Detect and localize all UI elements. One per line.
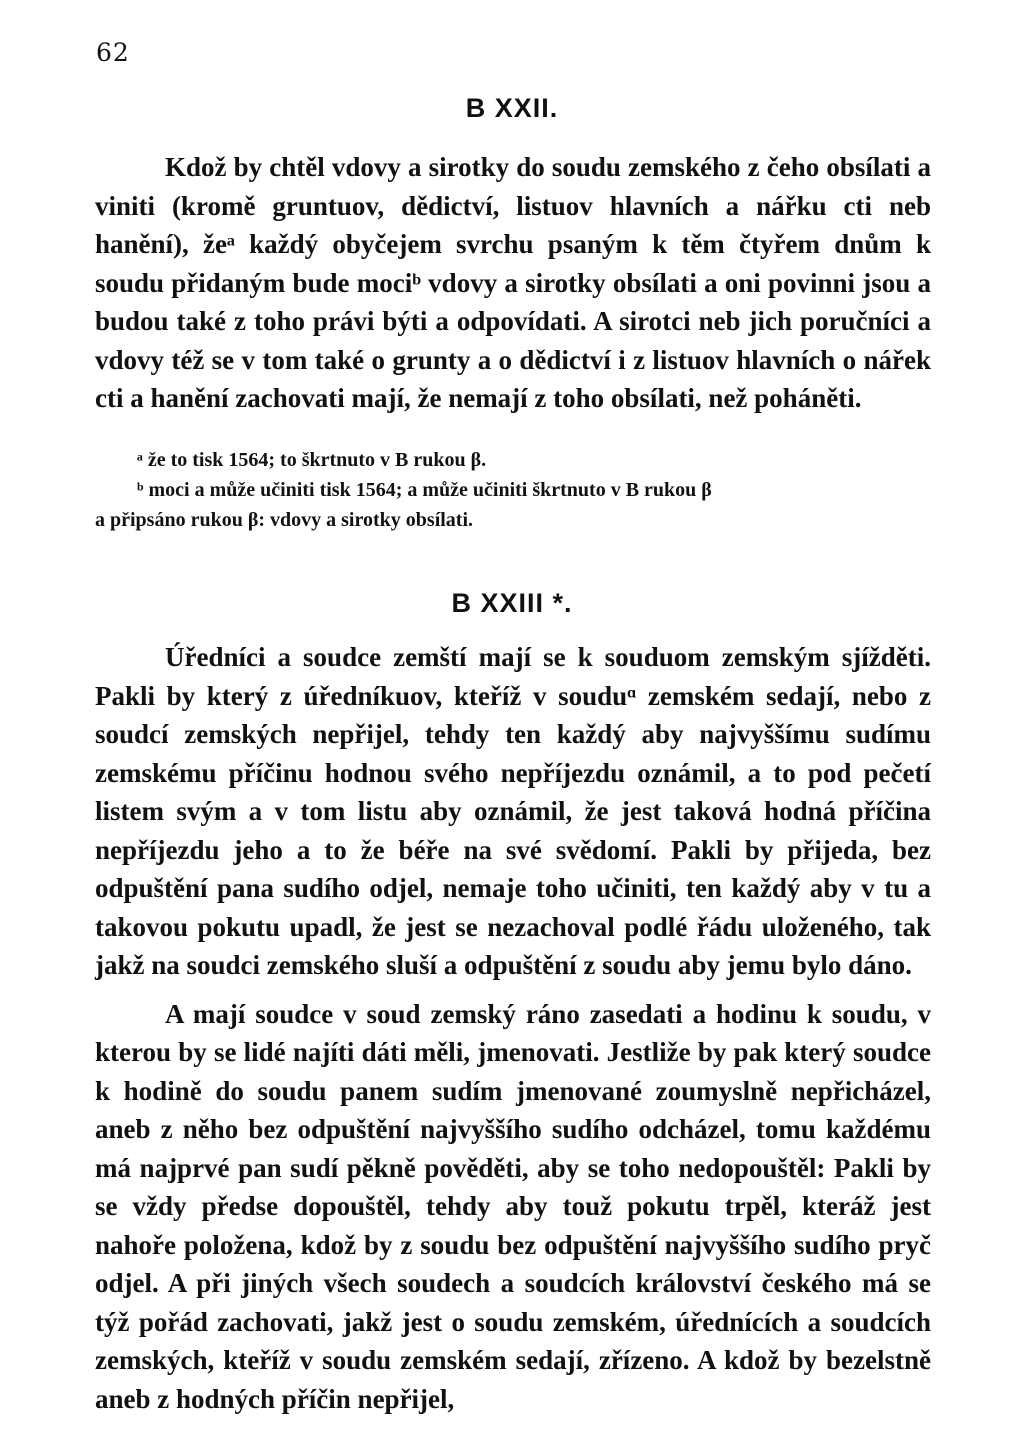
footnotes xyxy=(95,445,931,535)
paragraph: Kdož by chtěl vdovy a sirotky do soudu zemského z čeho obsílati a viniti (kromě gruntuov, dědictví, listuov hlavních a nářku cti neb hanění), žeᵃ každý obyčejem svrchu psaným k těm čtyřem dnům k soudu přidaným bude mociᵇ vdovy a sirotky obsílati a oni povinni jsou a budou také z toho právi býti a odpovídati. A sirotci neb jich poručníci a vdovy též se v tom také o grunty a o dědictví i z listuov hlavních o nářek cti a hanění zachovati mají, že nemají z toho obsílati, než poháněti. xyxy=(95,152,931,413)
section-body-b-xxiii xyxy=(95,638,931,1418)
footnote-a: ᵃ že to tisk 1564; to škrtnuto v B rukou β. xyxy=(137,449,487,471)
paragraph: A mají soudce v soud zemský ráno zasedati a hodinu k soudu, v kterou by se lidé najíti dáti měli, jmenovati. Jestliže by pak který soudce k hodině do soudu panem sudím jmenované zoumyslně nepřicházel, aneb z něho bez odpuštění najvyššího sudího odcházel, tomu každému má najprvé pan sudí pěkně pověděti, aby se toho nedopouštěl: Pakli by se vždy předse dopouštěl, tehdy aby touž pokutu trpěl, kteráž jest nahoře položena, kdož by z soudu bez odpuštění najvyššího sudího pryč odjel. A při jiných všech soudech a soudcích království českého má se týž pořád zachovati, jakž jest o soudu zemském, úřednících a soudcích zemských, kteříž v soudu zemském sedají, zřízeno. A kdož by bezelstně aneb z hodných příčin nepřijel, xyxy=(95,998,931,1414)
footnote-b: ᵇ moci a může učiniti tisk 1564; a může učiniti škrtnuto v B rukou β xyxy=(137,479,712,501)
section-title-b-xxiii: B XXIII *. xyxy=(451,588,573,618)
paragraph: Úředníci a soudce zemští mají se k souduom zemským sjížděti. Pakli by který z úředníkuov, kteříž v souduᵅ zemském sedají, nebo z soudcí zemských nepřijel, tehdy ten každý aby najvyššímu sudímu zemskému příčinu hodnou svého nepříjezdu oznámil, a to pod pečetí listem svým a v tom listu aby oznámil, že jest taková hodná příčina nepříjezdu jeho a to že béře na své svědomí. Pakli by přijeda, bez odpuštění pana sudího odjel, nemaje toho učiniti, ten každý aby v tu a takovou pokutu upadl, že jest se nezachoval podlé řádu uloženého, tak jakž na soudci zemského sluší a odpuštění z soudu aby jemu bylo dáno. xyxy=(95,642,931,980)
section-title-b-xxii: B XXII. xyxy=(465,93,559,123)
section-body-b-xxii xyxy=(95,148,931,418)
footnote-b-continued: a připsáno rukou β: vdovy a sirotky obsílati. xyxy=(95,509,474,531)
page-number: 62 xyxy=(96,38,130,67)
